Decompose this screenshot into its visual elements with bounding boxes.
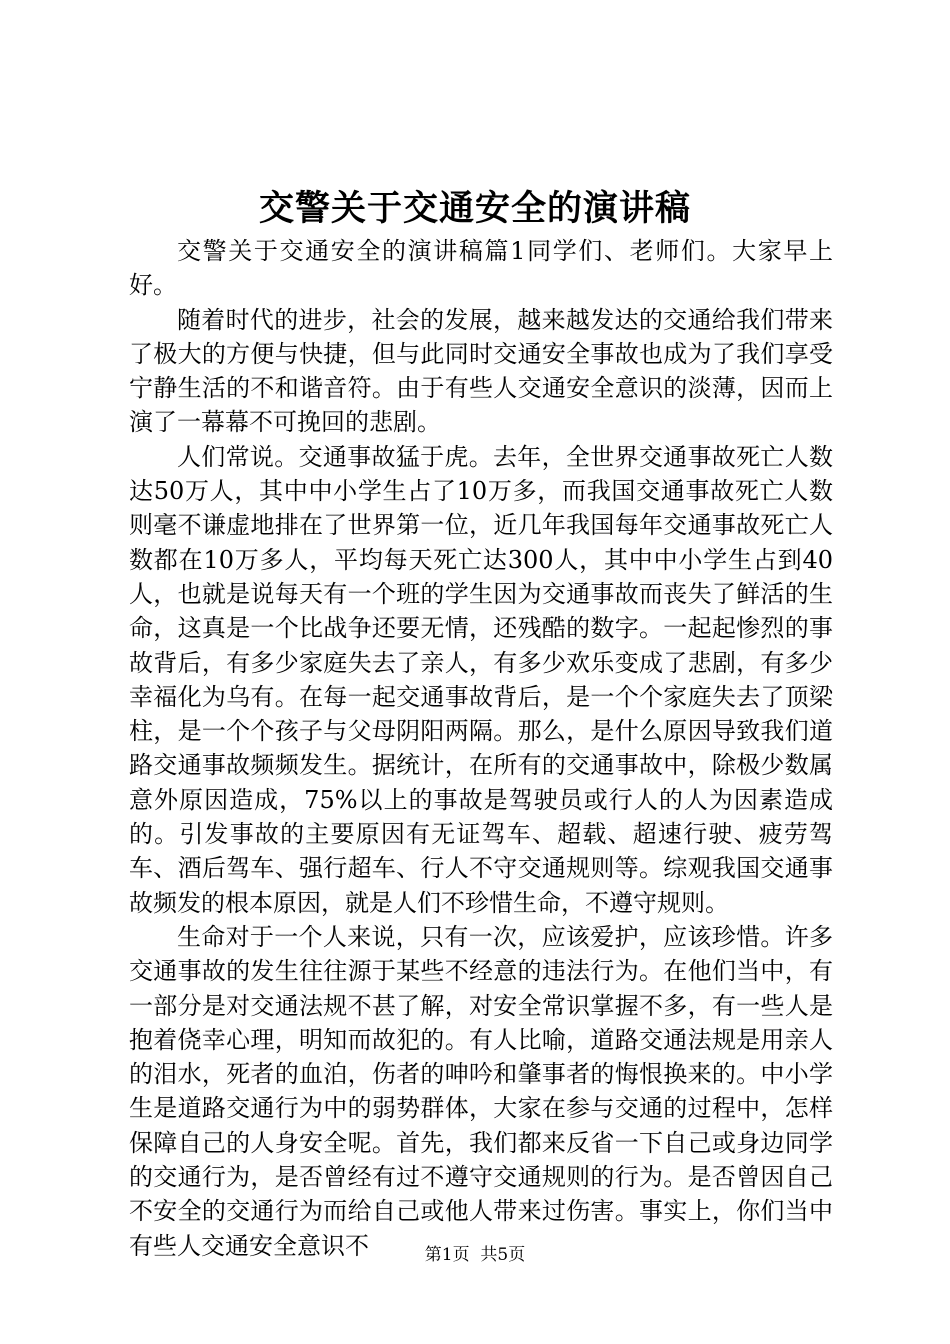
document-title: 交警关于交通安全的演讲稿 (258, 188, 691, 229)
paragraph: 随着时代的进步，社会的发展，越来越发达的交通给我们带来了极大的方便与快捷，但与此同时交通安全事故也成为了我们享受宁静生活的不和谐音符。由于有些人交通安全意识的淡薄，因而上演了一幕幕不可挽回的悲剧。 (129, 305, 833, 437)
footer-separator (470, 1245, 481, 1265)
document-body (129, 234, 833, 1263)
paragraph: 交警关于交通安全的演讲稿篇1同学们、老师们。大家早上好。 (129, 237, 833, 300)
page-footer (0, 1243, 950, 1267)
total-pages: 共5页 (480, 1245, 526, 1265)
page-number: 第1页 (424, 1245, 470, 1265)
paragraph: 人们常说。交通事故猛于虎。去年，全世界交通事故死亡人数达50万人，其中中小学生占了10万多，而我国交通事故死亡人数则毫不谦虚地排在了世界第一位，近几年我国每年交通事故死亡人数都在10万多人，平均每天死亡达300人，其中中小学生占到40人，也就是说每天有一个班的学生因为交通事故而丧失了鲜活的生命，这真是一个比战争还要无情，还残酷的数字。一起起惨烈的事故背后，有多少家庭失去了亲人，有多少欢乐变成了悲剧，有多少幸福化为乌有。在每一起交通事故背后，是一个个家庭失去了顶梁柱，是一个个孩子与父母阴阳两隔。那么，是什么原因导致我们道路交通事故频频发生。据统计，在所有的交通事故中，除极少数属意外原因造成，75%以上的事故是驾驶员或行人的人为因素造成的。引发事故的主要原因有无证驾车、超载、超速行驶、疲劳驾车、酒后驾车、强行超车、行人不守交通规则等。综观我国交通事故频发的根本原因，就是人们不珍惜生命，不遵守规则。 (129, 442, 833, 917)
paragraph: 生命对于一个人来说，只有一次，应该爱护，应该珍惜。许多交通事故的发生往往源于某些不经意的违法行为。在他们当中，有一部分是对交通法规不甚了解，对安全常识掌握不多，有一些人是抱着侥幸心理，明知而故犯的。有人比喻，道路交通法规是用亲人的泪水，死者的血泊，伤者的呻吟和肇事者的悔恨换来的。中小学生是道路交通行为中的弱势群体，大家在参与交通的过程中，怎样保障自己的人身安全呢。首先，我们都来反省一下自己或身边同学的交通行为，是否曾经有过不遵守交通规则的行为。是否曾因自己不安全的交通行为而给自己或他人带来过伤害。事实上，你们当中有些人交通安全意识不 (129, 922, 833, 1260)
